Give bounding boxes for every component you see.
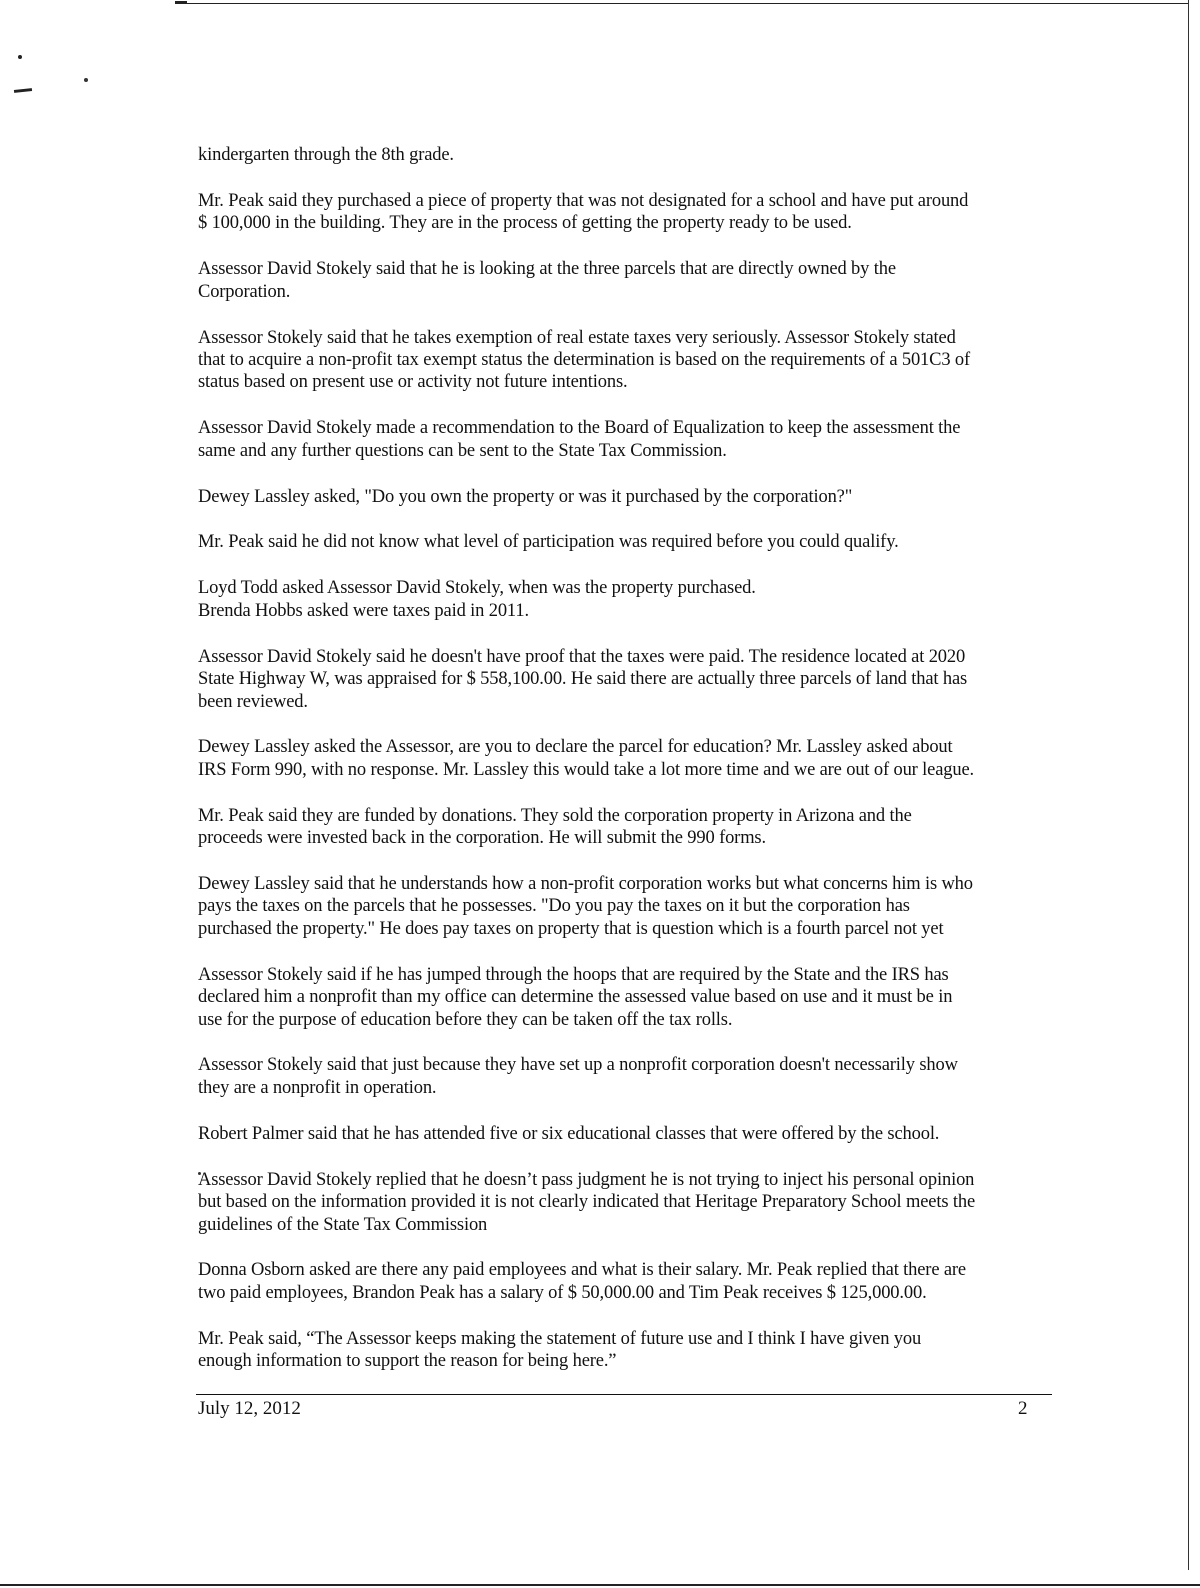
scan-artifact-top-line: [175, 3, 1188, 4]
footer-rule: [196, 1394, 1052, 1395]
minutes-body: [198, 144, 1053, 1396]
paragraph-12: Mr. Peak said they are funded by donations. They sold the corporation property in Arizona and the proceeds were invested back in the corporation. He will submit the 990 forms.: [198, 805, 912, 849]
paragraph-4: Assessor Stokely said that he takes exemption of real estate taxes very seriously. Assessor Stokely stated that to acquire a non-profit tax exempt status the determination is based on the requirements of a 501C3 of status based on present use or activity not future intentions.: [198, 327, 971, 393]
paragraph-1: kindergarten through the 8th grade.: [198, 145, 454, 165]
page-number: 2: [1018, 1398, 1028, 1419]
paragraph-19: Mr. Peak said, “The Assessor keeps making the statement of future use and I think I have given you enough information to support the reason for being here.”: [198, 1328, 922, 1372]
paragraph-7: Mr. Peak said he did not know what level of participation was required before you could qualify.: [198, 532, 899, 553]
paragraph-13: Dewey Lassley said that he understands how a non-profit corporation works but what concerns him is who pays the taxes on the parcels that he possesses. "Do you pay the taxes on it but the corporation has purchased the property." He does pay taxes on property that is question which is a fourth parcel not yet: [198, 874, 973, 939]
paragraph-15: Assessor Stokely said that just because they have set up a nonprofit corporation doesn't necessarily show they are a nonprofit in operation.: [198, 1055, 958, 1098]
paragraph-8: Loyd Todd asked Assessor David Stokely, when was the property purchased.: [198, 578, 756, 599]
scan-speck: [18, 55, 22, 59]
paragraph-16: Robert Palmer said that he has attended five or six educational classes that were offered by the school.: [198, 1123, 940, 1144]
footer-date: July 12, 2012: [198, 1398, 301, 1419]
paragraph-17: Assessor David Stokely replied that he doesn’t pass judgment he is not trying to inject his personal opinion but based on the information provided it is not clearly indicated that Heritage Preparatory School meets the guidelines of the State Tax Commission: [198, 1169, 976, 1235]
scan-speck: [14, 88, 32, 93]
paragraph-5: Assessor David Stokely made a recommendation to the Board of Equalization to keep the assessment the same and any further questions can be sent to the State Tax Commission.: [198, 418, 961, 461]
paragraph-10: Assessor David Stokely said he doesn't have proof that the taxes were paid. The residence located at 2020 State Highway W, was appraised for $ 558,100.00. He said there are actually three parcels of land that has been reviewed.: [198, 646, 968, 712]
scan-speck: [84, 78, 88, 82]
scan-artifact-right-edge: [1188, 0, 1189, 1570]
paragraph-18: Donna Osborn asked are there any paid employees and what is their salary. Mr. Peak replied that there are two paid employees, Brandon Peak has a salary of $ 50,000.00 and Tim Peak receives $ 125,000.00.: [198, 1260, 966, 1303]
paragraph-3: Assessor David Stokely said that he is looking at the three parcels that are directly owned by the Corporation.: [198, 259, 896, 302]
paragraph-11: Dewey Lassley asked the Assessor, are you to declare the parcel for education? Mr. Lassley asked about IRS Form 990, with no response. Mr. Lassley this would take a lot more time and we are out of our league.: [198, 737, 975, 780]
scan-artifact-bottom-edge: [0, 1584, 1200, 1586]
paragraph-14: Assessor Stokely said if he has jumped through the hoops that are required by the State and the IRS has declared him a nonprofit than my office can determine the assessed value based on use and it must be in use for the purpose of education before they can be taken off the tax rolls.: [198, 964, 953, 1030]
paragraph-6: Dewey Lassley asked, "Do you own the property or was it purchased by the corporation?": [198, 486, 853, 507]
paragraph-2: Mr. Peak said they purchased a piece of property that was not designated for a school and have put around $ 100,000 in the building. They are in the process of getting the property ready to be used.: [198, 190, 969, 234]
paragraph-9: Brenda Hobbs asked were taxes paid in 2011.: [198, 600, 529, 621]
